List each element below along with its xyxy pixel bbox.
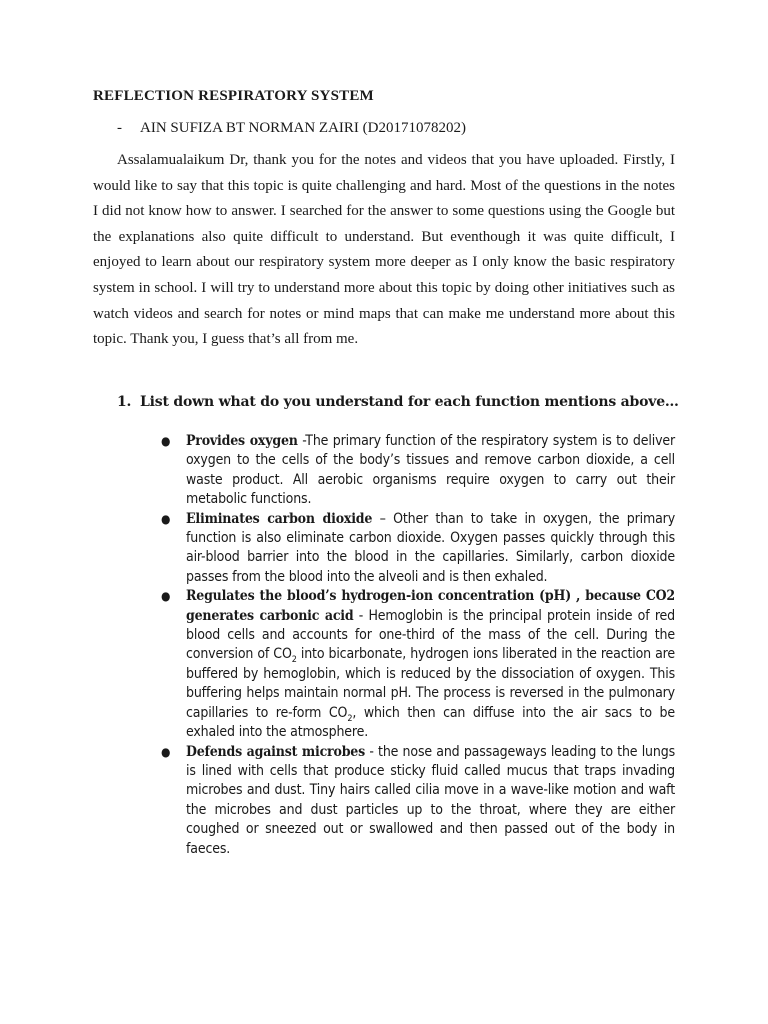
subscript: 2	[291, 655, 297, 666]
reflection-paragraph: Assalamualaikum Dr, thank you for the notes and videos that you have uploaded. Firstly, I would like to say that this topic is quite challenging and hard. Most of the questions in the notes I did not know how to answer. I searched for the answer to some questions using the Google but the explanations also quite difficult to understand. But eventhough it was quite difficult, I enjoyed to learn about our respiratory system more deeper as I only know the basic respiratory system in school. I will try to understand more about this topic by doing other initiatives such as watch videos and search for notes or mind maps that can make me understand more about this topic. Thank you, I guess that’s all from me.	[93, 152, 675, 348]
function-text: into bicarbonate, hydrogen ions liberated in the reaction are buffered by hemoglobin, which is reduced by the dissociation of oxygen. This buffering helps maintain normal pH. The process is reversed in the pulmonary capillaries to re-form CO	[186, 646, 676, 721]
bullet-icon: ●	[161, 434, 171, 448]
author-name: AIN SUFIZA BT NORMAN ZAIRI (D20171078202)	[140, 120, 466, 136]
function-text: – Other than to take in oxygen, the primary function is also eliminate carbon dioxide. Oxygen passes quickly through this air-blood barrier into the blood in the capillaries. Similarly, carbon dioxide passes from the blood into the alveoli and is then exhaled.	[186, 510, 675, 585]
function-text: -The primary function of the respiratory system is to deliver oxygen to the cells of the body’s tissues and remove carbon dioxide, a cell waste product. All aerobic organisms require oxygen to carry out their metabolic functions.	[186, 433, 675, 508]
question-text: List down what do you understand for each function mentions above…	[140, 394, 679, 410]
function-item-provides-oxygen	[161, 432, 675, 510]
function-text: - Hemoglobin is the principal protein inside of red blood cells and accounts for one-third of the mass of the cell. During the conversion of CO	[186, 607, 675, 663]
function-item-eliminates-co2	[161, 510, 675, 588]
function-lead: Eliminates carbon dioxide	[186, 510, 373, 527]
function-text: - the nose and passageways leading to the lungs is lined with cells that produce sticky fluid called mucus that traps invading microbes and dust. Tiny hairs called cilia move in a wave-like motion and waft the microbes and dust particles up to the throat, where they are either coughed or sneezed out or swallowed and then passed out of the body in faeces.	[186, 743, 675, 857]
question-heading	[117, 394, 679, 410]
author-dash: -	[117, 120, 122, 136]
document-title: REFLECTION RESPIRATORY SYSTEM	[93, 88, 374, 104]
question-number: 1.	[117, 394, 132, 410]
function-lead: Defends against microbes	[186, 743, 366, 760]
author-line	[117, 120, 466, 137]
function-lead: Regulates the blood’s hydrogen-ion concentration (pH) , because CO2 generates carbonic acid	[186, 588, 675, 624]
function-lead: Provides oxygen	[186, 433, 298, 449]
function-list	[161, 432, 676, 859]
bullet-icon: ●	[161, 511, 171, 526]
function-item-defends-microbes	[161, 743, 675, 859]
function-item-regulates-ph	[161, 587, 676, 742]
bullet-icon: ●	[161, 589, 171, 604]
subscript: 2	[347, 713, 353, 724]
function-text: , which then can diffuse into the air sacs to be exhaled into the atmosphere.	[186, 704, 675, 741]
bullet-icon: ●	[161, 744, 171, 759]
